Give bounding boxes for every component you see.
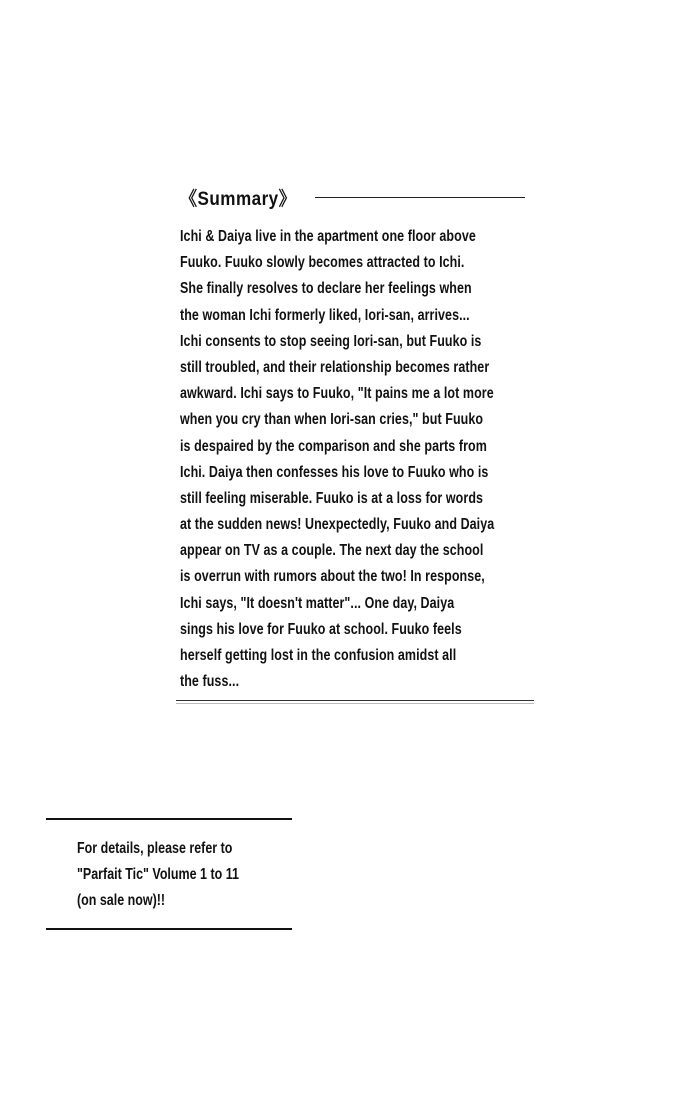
- summary-line: the fuss...: [180, 673, 240, 691]
- details-line: For details, please refer to: [77, 840, 233, 857]
- summary-text: [180, 224, 560, 695]
- summary-heading: 《Summary》: [180, 188, 297, 210]
- summary-line: the woman Ichi formerly liked, Iori-san, arrives...: [180, 306, 470, 324]
- details-line: "Parfait Tic" Volume 1 to 11: [77, 866, 239, 883]
- summary-line: at the sudden news! Unexpectedly, Fuuko and Daiya: [180, 516, 495, 534]
- summary-line: Ichi & Daiya live in the apartment one floor above: [180, 228, 476, 245]
- summary-bottom-divider-shadow: [176, 703, 534, 704]
- summary-line: Ichi says, "It doesn't matter"... One day, Daiya: [180, 594, 455, 612]
- details-bottom-divider: [46, 928, 292, 930]
- details-line: (on sale now)!!: [77, 892, 166, 909]
- summary-bottom-divider: [176, 700, 534, 701]
- summary-line: still troubled, and their relationship becomes rather: [180, 358, 490, 376]
- details-text: [77, 836, 317, 914]
- summary-line: awkward. Ichi says to Fuuko, "It pains me a lot more: [180, 385, 494, 403]
- summary-section: [180, 180, 550, 691]
- summary-line: She finally resolves to declare her feelings when: [180, 280, 472, 298]
- heading-divider: [315, 197, 525, 198]
- summary-line: is despaired by the comparison and she parts from: [180, 437, 487, 455]
- summary-line: is overrun with rumors about the two! In response,: [180, 568, 485, 586]
- summary-line: sings his love for Fuuko at school. Fuuko feels: [180, 620, 462, 638]
- details-box: [46, 818, 292, 932]
- summary-line: Fuuko. Fuuko slowly becomes attracted to Ichi.: [180, 254, 465, 272]
- summary-line: when you cry than when Iori-san cries," but Fuuko: [180, 411, 484, 429]
- summary-line: Ichi consents to stop seeing Iori-san, but Fuuko is: [180, 332, 482, 350]
- summary-line: Ichi. Daiya then confesses his love to Fuuko who is: [180, 463, 489, 481]
- summary-line: appear on TV as a couple. The next day the school: [180, 542, 484, 560]
- summary-line: still feeling miserable. Fuuko is at a loss for words: [180, 489, 484, 507]
- summary-line: herself getting lost in the confusion amidst all: [180, 647, 457, 664]
- details-top-divider: [46, 818, 292, 820]
